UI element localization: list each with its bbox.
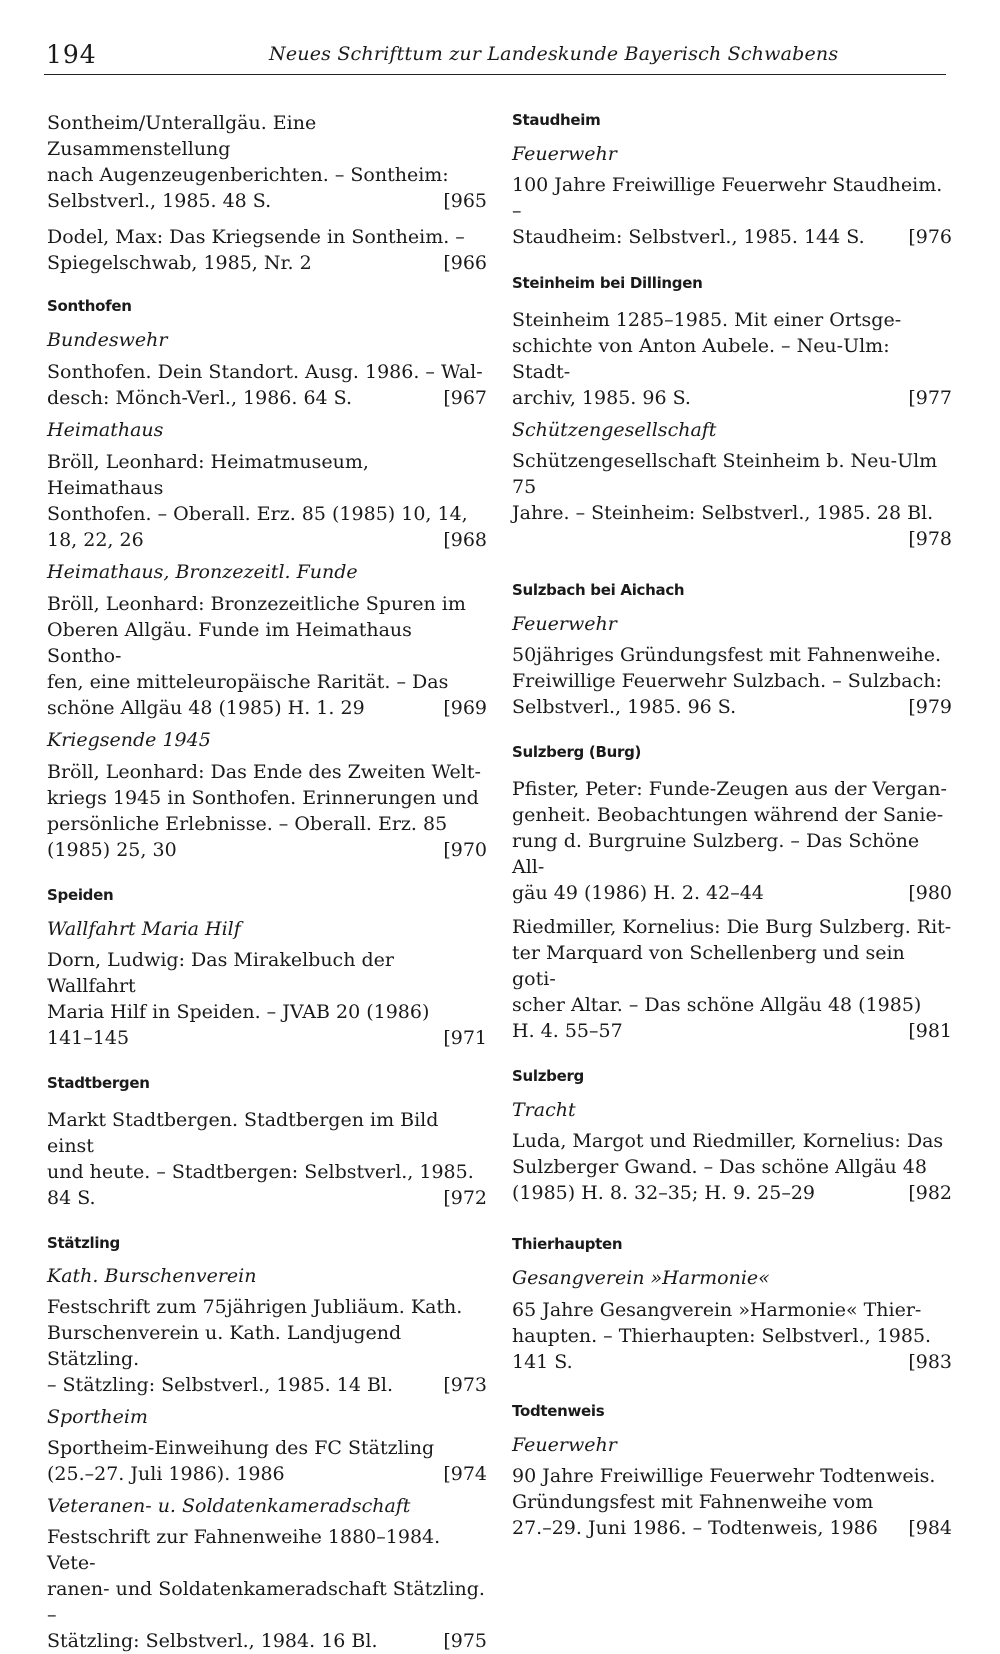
entry-number: [975	[443, 1630, 487, 1652]
entry-number: [972	[443, 1187, 487, 1209]
subject-heading: Wallfahrt Maria Hilf	[47, 918, 241, 940]
entry-line: 141 S. [983	[512, 1351, 952, 1373]
place-heading: Steinheim bei Dillingen	[512, 274, 703, 292]
entry-line: Spiegelschwab, 1985, Nr. 2 [966	[47, 252, 487, 274]
entry-line: 18, 22, 26 [968	[47, 529, 487, 551]
entry-line: Dodel, Max: Das Kriegsende in Sontheim. –	[47, 226, 465, 248]
entry-965	[47, 110, 487, 214]
entry-number: [984	[908, 1517, 952, 1539]
entry-line: nach Augenzeugenberichten. – Sontheim:	[47, 164, 449, 186]
place-heading: Staudheim	[512, 111, 601, 129]
entry-line: Steinheim 1285–1985. Mit einer Ortsge-	[512, 309, 902, 331]
entry-line: Sontheim/Unterallgäu. Eine Zusammenstellung	[47, 112, 317, 160]
entry-line: Festschrift zur Fahnenweihe 1880–1984. Vete-	[47, 1526, 441, 1574]
subject-heading: Kriegsende 1945	[47, 729, 211, 751]
entry-line: schichte von Anton Aubele. – Neu-Ulm: Stadt-	[512, 335, 890, 383]
subject-heading: Veteranen- u. Soldatenkameradschaft	[47, 1495, 411, 1517]
entry-984	[512, 1463, 952, 1541]
entry-line: Sonthofen. – Oberall. Erz. 85 (1985) 10, 14,	[47, 503, 468, 525]
entry-number: [980	[908, 882, 952, 904]
entry-974	[47, 1435, 487, 1487]
entry-line: Jahre. – Steinheim: Selbstverl., 1985. 28 Bl.	[512, 502, 934, 524]
entry-line: archiv, 1985. 96 S. [977	[512, 387, 952, 409]
place-heading: Speiden	[47, 886, 114, 904]
page-number: 194	[46, 40, 97, 69]
page-header	[44, 38, 946, 75]
place-heading: Sulzbach bei Aichach	[512, 581, 685, 599]
entry-line: Burschenverein u. Kath. Landjugend Stätzling.	[47, 1322, 402, 1370]
entry-line: Riedmiller, Kornelius: Die Burg Sulzberg. Rit-	[512, 916, 952, 938]
entry-line: 141–145 [971	[47, 1027, 487, 1049]
entry-number: [973	[443, 1374, 487, 1396]
entry-line: haupten. – Thierhaupten: Selbstverl., 1985.	[512, 1325, 932, 1347]
entry-line: Sulzberger Gwand. – Das schöne Allgäu 48	[512, 1156, 927, 1178]
entry-line: Stätzling: Selbstverl., 1984. 16 Bl. [975	[47, 1630, 487, 1652]
entry-line: Dorn, Ludwig: Das Mirakelbuch der Wallfahrt	[47, 949, 394, 997]
subject-heading: Heimathaus, Bronzezeitl. Funde	[47, 561, 358, 583]
entry-978	[512, 448, 952, 552]
entry-number: [969	[443, 697, 487, 719]
place-heading: Stadtbergen	[47, 1074, 150, 1092]
entry-number: [965	[443, 190, 487, 212]
entry-982	[512, 1128, 952, 1206]
entry-line: 100 Jahre Freiwillige Feuerwehr Staudheim. –	[512, 174, 943, 222]
place-heading: Stätzling	[47, 1234, 120, 1252]
entry-line: 65 Jahre Gesangverein »Harmonie« Thier-	[512, 1299, 922, 1321]
entry-line: Maria Hilf in Speiden. – JVAB 20 (1986)	[47, 1001, 430, 1023]
entry-966	[47, 224, 487, 276]
entry-line: Sportheim-Einweihung des FC Stätzling	[47, 1437, 435, 1459]
entry-line: fen, eine mitteleuropäische Rarität. – Das	[47, 671, 449, 693]
entry-line: persönliche Erlebnisse. – Oberall. Erz. 85	[47, 813, 448, 835]
entry-number: [966	[443, 252, 487, 274]
entry-line: 50jähriges Gründungsfest mit Fahnenweihe.	[512, 644, 942, 666]
subject-heading: Tracht	[512, 1099, 576, 1121]
entry-line: Bröll, Leonhard: Heimatmuseum, Heimathaus	[47, 451, 369, 499]
entry-line: (25.–27. Juli 1986). 1986 [974	[47, 1463, 487, 1485]
entry-line: schöne Allgäu 48 (1985) H. 1. 29 [969	[47, 697, 487, 719]
subject-heading: Heimathaus	[47, 419, 164, 441]
entry-number: [968	[443, 529, 487, 551]
entry-976	[512, 172, 952, 250]
entry-number: [971	[443, 1027, 487, 1049]
subject-heading: Kath. Burschenverein	[47, 1265, 257, 1287]
entry-line: ter Marquard von Schellenberg und sein goti-	[512, 942, 905, 990]
entry-line: 27.–29. Juni 1986. – Todtenweis, 1986 [984	[512, 1517, 952, 1539]
entry-967	[47, 359, 487, 411]
entry-970	[47, 759, 487, 863]
entry-line: Pfister, Peter: Funde-Zeugen aus der Vergan-	[512, 778, 947, 800]
entry-line: Oberen Allgäu. Funde im Heimathaus Sontho-	[47, 619, 412, 667]
entry-line: genheit. Beobachtungen während der Sanie-	[512, 804, 944, 826]
entry-line: scher Altar. – Das schöne Allgäu 48 (1985)	[512, 994, 922, 1016]
entry-line: Bröll, Leonhard: Bronzezeitliche Spuren im	[47, 593, 466, 615]
place-heading: Thierhaupten	[512, 1235, 623, 1253]
right-column	[512, 110, 952, 1541]
subject-heading: Schützengesellschaft	[512, 419, 717, 441]
entry-line: Festschrift zum 75jährigen Jubliäum. Kath.	[47, 1296, 463, 1318]
entry-983	[512, 1297, 952, 1375]
entry-number: [979	[908, 696, 952, 718]
entry-line: Gründungsfest mit Fahnenweihe vom	[512, 1491, 874, 1513]
entry-line: Selbstverl., 1985. 48 S. [965	[47, 190, 487, 212]
entry-line: desch: Mönch-Verl., 1986. 64 S. [967	[47, 387, 487, 409]
entry-line: Luda, Margot und Riedmiller, Kornelius: Das	[512, 1130, 944, 1152]
entry-number: [974	[443, 1463, 487, 1485]
running-title: Neues Schrifttum zur Landeskunde Bayerisch Schwabens	[269, 43, 839, 65]
entry-line: Staudheim: Selbstverl., 1985. 144 S. [976	[512, 226, 952, 248]
subject-heading: Feuerwehr	[512, 143, 617, 165]
entry-number: [970	[443, 839, 487, 861]
entry-number: [967	[443, 387, 487, 409]
place-heading: Todtenweis	[512, 1402, 605, 1420]
entry-line: (1985) 25, 30 [970	[47, 839, 487, 861]
subject-heading: Sportheim	[47, 1406, 148, 1428]
entry-972	[47, 1107, 487, 1211]
entry-line: Schützengesellschaft Steinheim b. Neu-Ulm 75	[512, 450, 938, 498]
subject-heading: Feuerwehr	[512, 613, 617, 635]
entry-number: [978	[908, 528, 952, 550]
place-heading: Sonthofen	[47, 297, 132, 315]
place-heading: Sulzberg	[512, 1067, 584, 1085]
entry-line: kriegs 1945 in Sonthofen. Erinnerungen und	[47, 787, 479, 809]
entry-line: Selbstverl., 1985. 96 S. [979	[512, 696, 952, 718]
left-column	[47, 110, 487, 1654]
entry-number: [977	[908, 387, 952, 409]
entry-line: Freiwillige Feuerwehr Sulzbach. – Sulzbach:	[512, 670, 942, 692]
subject-heading: Feuerwehr	[512, 1434, 617, 1456]
entry-line: Markt Stadtbergen. Stadtbergen im Bild einst	[47, 1109, 439, 1157]
entry-line: H. 4. 55–57 [981	[512, 1020, 952, 1042]
entry-971	[47, 947, 487, 1051]
entry-line: (1985) H. 8. 32–35; H. 9. 25–29 [982	[512, 1182, 952, 1204]
entry-line: Sonthofen. Dein Standort. Ausg. 1986. – Wal-	[47, 361, 483, 383]
entry-number: [983	[908, 1351, 952, 1373]
entry-979	[512, 642, 952, 720]
entry-line: rung d. Burgruine Sulzberg. – Das Schöne All-	[512, 830, 920, 878]
entry-981	[512, 914, 952, 1044]
entry-980	[512, 776, 952, 906]
entry-number: [981	[908, 1020, 952, 1042]
entry-line: und heute. – Stadtbergen: Selbstverl., 1985.	[47, 1161, 474, 1183]
entry-number: [982	[908, 1182, 952, 1204]
entry-977	[512, 307, 952, 411]
entry-969	[47, 591, 487, 721]
entry-line: ranen- und Soldatenkameradschaft Stätzling. –	[47, 1578, 485, 1626]
entry-line: – Stätzling: Selbstverl., 1985. 14 Bl. [973	[47, 1374, 487, 1396]
entry-973	[47, 1294, 487, 1398]
entry-number: [976	[908, 226, 952, 248]
entry-975	[47, 1524, 487, 1654]
subject-heading: Bundeswehr	[47, 329, 168, 351]
place-heading: Sulzberg (Burg)	[512, 743, 642, 761]
entry-968	[47, 449, 487, 553]
entry-line: 84 S. [972	[47, 1187, 487, 1209]
entry-line: gäu 49 (1986) H. 2. 42–44 [980	[512, 882, 952, 904]
entry-line: 90 Jahre Freiwillige Feuerwehr Todtenweis.	[512, 1465, 936, 1487]
entry-line: Bröll, Leonhard: Das Ende des Zweiten Welt-	[47, 761, 481, 783]
subject-heading: Gesangverein »Harmonie«	[512, 1267, 770, 1289]
